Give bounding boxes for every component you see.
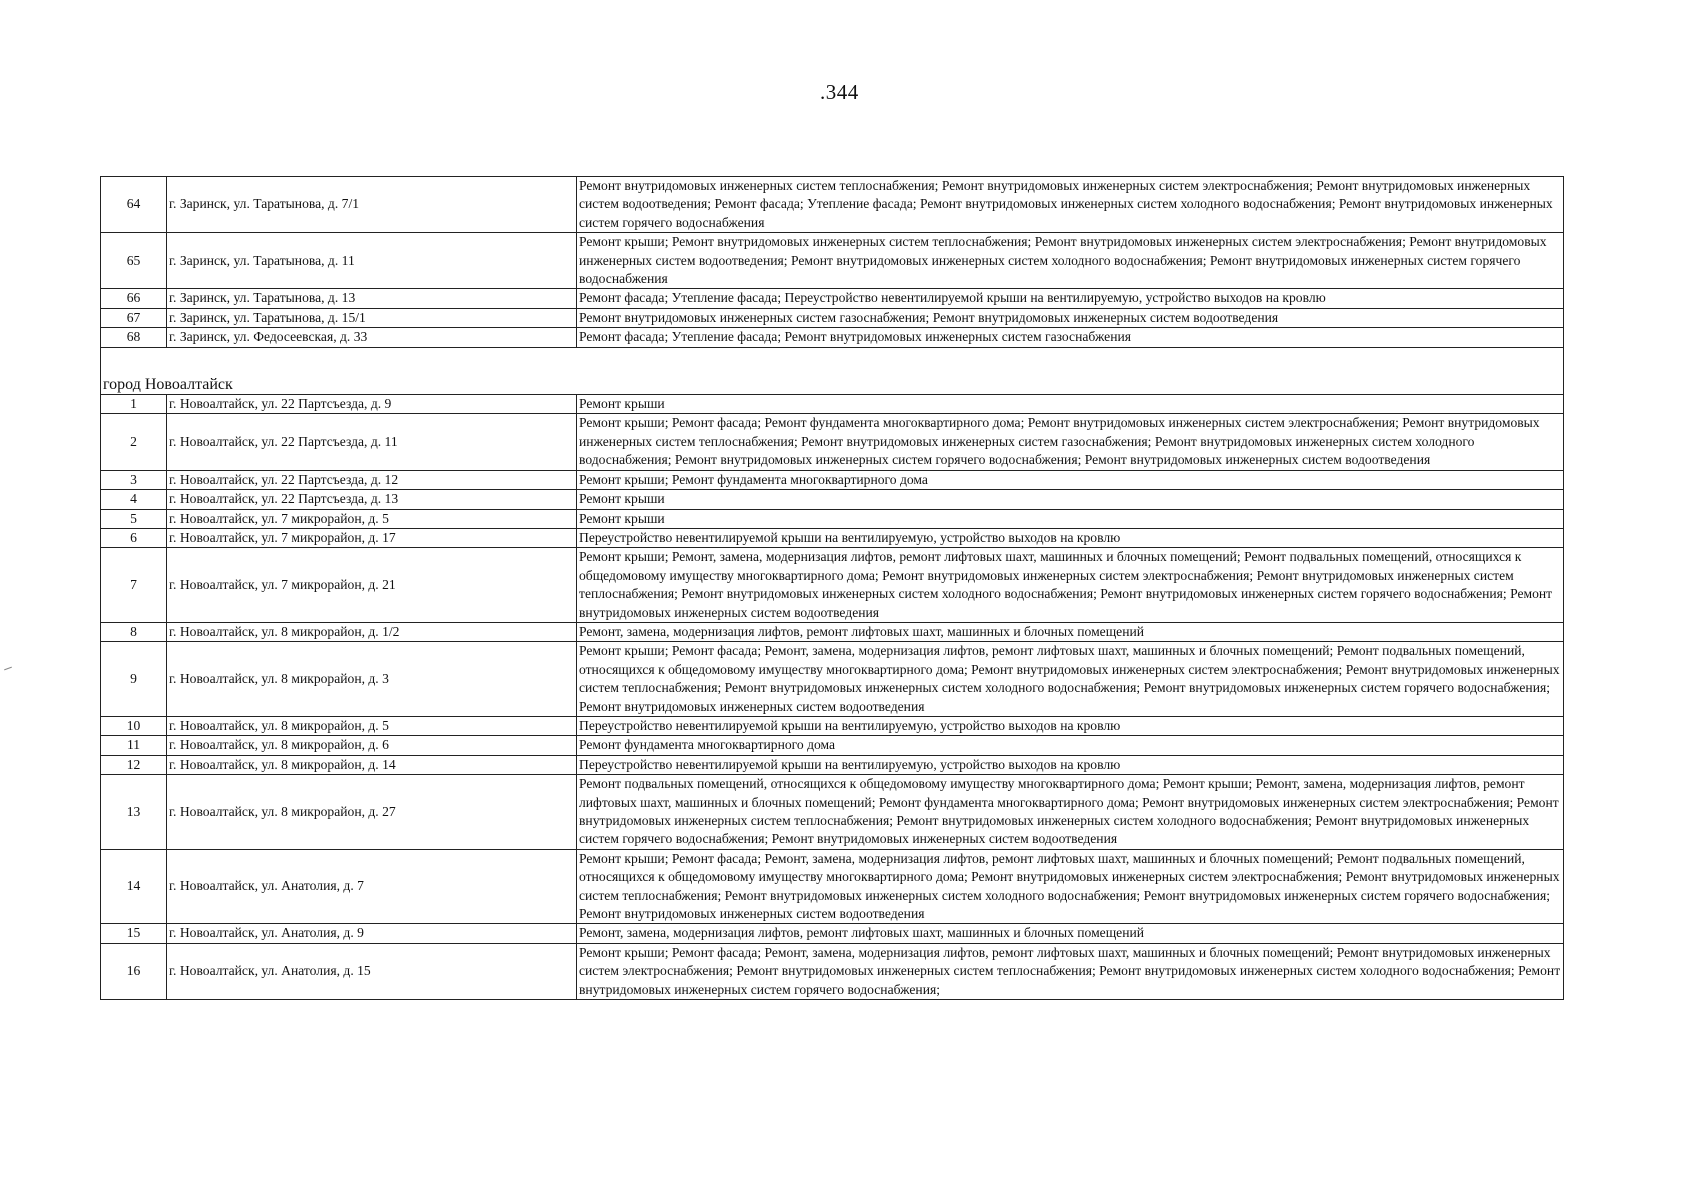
row-works: Ремонт, замена, модернизация лифтов, ремонт лифтовых шахт, машинных и блочных помещений [577,622,1564,641]
table-row [101,414,1564,470]
table-row [101,755,1564,774]
table-row [101,308,1564,327]
row-number: 3 [101,470,167,489]
row-address: г. Новоалтайск, ул. 22 Партсъезда, д. 13 [167,490,577,509]
table-row [101,943,1564,999]
row-number: 66 [101,289,167,308]
row-number: 5 [101,509,167,528]
row-address: г. Заринск, ул. Федосеевская, д. 33 [167,328,577,347]
row-address: г. Новоалтайск, ул. 22 Партсъезда, д. 11 [167,414,577,470]
row-address: г. Новоалтайск, ул. 8 микрорайон, д. 6 [167,736,577,755]
row-address: г. Новоалтайск, ул. 7 микрорайон, д. 21 [167,548,577,623]
row-address: г. Новоалтайск, ул. 22 Партсъезда, д. 12 [167,470,577,489]
row-address: г. Новоалтайск, ул. Анатолия, д. 7 [167,849,577,924]
table-row [101,289,1564,308]
row-number: 8 [101,622,167,641]
row-address: г. Новоалтайск, ул. 7 микрорайон, д. 5 [167,509,577,528]
row-works: Переустройство невентилируемой крыши на вентилируемую, устройство выходов на кровлю [577,755,1564,774]
row-number: 12 [101,755,167,774]
row-number: 4 [101,490,167,509]
row-number: 68 [101,328,167,347]
row-works: Ремонт крыши [577,509,1564,528]
row-works: Ремонт крыши; Ремонт, замена, модернизация лифтов, ремонт лифтовых шахт, машинных и блочных помещений; Ремонт подвальных помещений, относящихся к общедомовому имуществу многоквартирного дома; Ремонт внутридомовых инженерных систем электроснабжения; Ремонт внутридомовых инженерных систем теплоснабжения; Ремонт внутридомовых инженерных систем холодного водоснабжения; Ремонт внутридомовых инженерных систем горячего водоснабжения; Ремонт внутридомовых инженерных систем водоотведения [577,548,1564,623]
row-number: 7 [101,548,167,623]
row-works: Ремонт внутридомовых инженерных систем газоснабжения; Ремонт внутридомовых инженерных систем водоотведения [577,308,1564,327]
row-works: Ремонт крыши; Ремонт фундамента многоквартирного дома [577,470,1564,489]
row-number: 10 [101,716,167,735]
row-works: Ремонт крыши; Ремонт фасада; Ремонт, замена, модернизация лифтов, ремонт лифтовых шахт, машинных и блочных помещений; Ремонт подвальных помещений, относящихся к общедомовому имуществу многоквартирного дома; Ремонт внутридомовых инженерных систем электроснабжения; Ремонт внутридомовых инженерных систем теплоснабжения; Ремонт внутридомовых инженерных систем холодного водоснабжения; Ремонт внутридомовых инженерных систем горячего водоснабжения; Ремонт внутридомовых инженерных систем водоотведения [577,642,1564,717]
row-works: Ремонт фундамента многоквартирного дома [577,736,1564,755]
row-works: Ремонт фасада; Утепление фасада; Переустройство невентилируемой крыши на вентилируемую, устройство выходов на кровлю [577,289,1564,308]
row-address: г. Новоалтайск, ул. 8 микрорайон, д. 1/2 [167,622,577,641]
row-number: 9 [101,642,167,717]
table-row [101,924,1564,943]
row-number: 64 [101,177,167,233]
row-address: г. Новоалтайск, ул. 8 микрорайон, д. 5 [167,716,577,735]
row-address: г. Новоалтайск, ул. Анатолия, д. 9 [167,924,577,943]
row-address: г. Новоалтайск, ул. 7 микрорайон, д. 17 [167,528,577,547]
row-works: Ремонт крыши [577,395,1564,414]
table-row [101,328,1564,347]
row-address: г. Новоалтайск, ул. 8 микрорайон, д. 3 [167,642,577,717]
table-body [101,177,1564,1000]
row-address: г. Заринск, ул. Таратынова, д. 7/1 [167,177,577,233]
table-row [101,716,1564,735]
section-spacer [101,347,1564,376]
table-row [101,177,1564,233]
row-number: 15 [101,924,167,943]
row-address: г. Заринск, ул. Таратынова, д. 13 [167,289,577,308]
scan-speck [4,667,12,671]
table-row [101,642,1564,717]
row-address: г. Новоалтайск, ул. 22 Партсъезда, д. 9 [167,395,577,414]
row-works: Переустройство невентилируемой крыши на вентилируемую, устройство выходов на кровлю [577,528,1564,547]
table-row [101,470,1564,489]
section-heading: город Новоалтайск [101,376,1564,395]
table-row [101,509,1564,528]
table-row [101,548,1564,623]
page-number: .344 [820,80,859,104]
row-works: Ремонт крыши; Ремонт фасада; Ремонт фундамента многоквартирного дома; Ремонт внутридомовых инженерных систем электроснабжения; Ремонт внутридомовых инженерных систем теплоснабжения; Ремонт внутридомовых инженерных систем газоснабжения; Ремонт внутридомовых инженерных систем холодного водоснабжения; Ремонт внутридомовых инженерных систем горячего водоснабжения; Ремонт внутридомовых инженерных систем водоотведения [577,414,1564,470]
row-works: Ремонт крыши [577,490,1564,509]
row-number: 6 [101,528,167,547]
table-row [101,622,1564,641]
row-works: Ремонт подвальных помещений, относящихся к общедомовому имуществу многоквартирного дома; Ремонт крыши; Ремонт, замена, модернизация лифтов, ремонт лифтовых шахт, машинных и блочных помещений; Ремонт фундамента многоквартирного дома; Ремонт внутридомовых инженерных систем электроснабжения; Ремонт внутридомовых инженерных систем теплоснабжения; Ремонт внутридомовых инженерных систем холодного водоснабжения; Ремонт внутридомовых инженерных систем горячего водоснабжения; Ремонт внутридомовых инженерных систем водоотведения [577,775,1564,850]
spacer-cell [101,347,1564,376]
row-address: г. Новоалтайск, ул. 8 микрорайон, д. 27 [167,775,577,850]
table-row [101,233,1564,289]
row-works: Ремонт, замена, модернизация лифтов, ремонт лифтовых шахт, машинных и блочных помещений [577,924,1564,943]
row-works: Ремонт фасада; Утепление фасада; Ремонт внутридомовых инженерных систем газоснабжения [577,328,1564,347]
row-number: 1 [101,395,167,414]
table-row [101,528,1564,547]
row-address: г. Новоалтайск, ул. Анатолия, д. 15 [167,943,577,999]
row-works: Ремонт внутридомовых инженерных систем теплоснабжения; Ремонт внутридомовых инженерных систем электроснабжения; Ремонт внутридомовых инженерных систем водоотведения; Ремонт фасада; Утепление фасада; Ремонт внутридомовых инженерных систем холодного водоснабжения; Ремонт внутридомовых инженерных систем горячего водоснабжения [577,177,1564,233]
row-number: 2 [101,414,167,470]
row-number: 65 [101,233,167,289]
row-works: Ремонт крыши; Ремонт внутридомовых инженерных систем теплоснабжения; Ремонт внутридомовых инженерных систем электроснабжения; Ремонт внутридомовых инженерных систем водоотведения; Ремонт внутридомовых инженерных систем холодного водоснабжения; Ремонт внутридомовых инженерных систем горячего водоснабжения [577,233,1564,289]
row-address: г. Заринск, ул. Таратынова, д. 11 [167,233,577,289]
row-works: Ремонт крыши; Ремонт фасада; Ремонт, замена, модернизация лифтов, ремонт лифтовых шахт, машинных и блочных помещений; Ремонт подвальных помещений, относящихся к общедомовому имуществу многоквартирного дома; Ремонт внутридомовых инженерных систем электроснабжения; Ремонт внутридомовых инженерных систем теплоснабжения; Ремонт внутридомовых инженерных систем холодного водоснабжения; Ремонт внутридомовых инженерных систем горячего водоснабжения; Ремонт внутридомовых инженерных систем водоотведения [577,849,1564,924]
table-row [101,849,1564,924]
table-row [101,490,1564,509]
table-row [101,775,1564,850]
repair-works-table [100,176,1564,1000]
row-number: 13 [101,775,167,850]
row-number: 67 [101,308,167,327]
table-row [101,395,1564,414]
section-heading-row [101,376,1564,395]
row-address: г. Новоалтайск, ул. 8 микрорайон, д. 14 [167,755,577,774]
table-row [101,736,1564,755]
row-address: г. Заринск, ул. Таратынова, д. 15/1 [167,308,577,327]
row-works: Ремонт крыши; Ремонт фасада; Ремонт, замена, модернизация лифтов, ремонт лифтовых шахт, машинных и блочных помещений; Ремонт внутридомовых инженерных систем электроснабжения; Ремонт внутридомовых инженерных систем теплоснабжения; Ремонт внутридомовых инженерных систем холодного водоснабжения; Ремонт внутридомовых инженерных систем горячего водоснабжения; [577,943,1564,999]
row-number: 11 [101,736,167,755]
row-works: Переустройство невентилируемой крыши на вентилируемую, устройство выходов на кровлю [577,716,1564,735]
row-number: 14 [101,849,167,924]
row-number: 16 [101,943,167,999]
